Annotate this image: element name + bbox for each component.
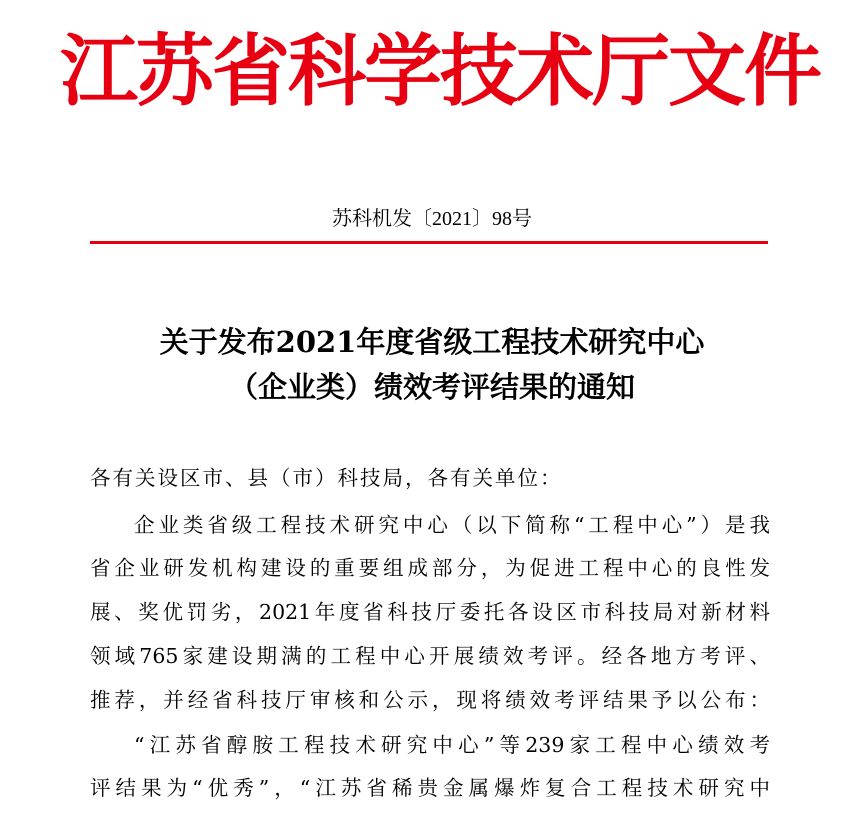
- body-line: 推荐，并经省科技厅审核和公示，现将绩效考评结果予以公布：: [90, 688, 770, 712]
- body-line: 企业类省级工程技术研究中心（以下简称“工程中心”）是我: [134, 513, 770, 537]
- body-line: 领域765家建设期满的工程中心开展绩效考评。经各地方考评、: [90, 644, 770, 668]
- salutation: 各有关设区市、县（市）科技局，各有关单位：: [90, 466, 563, 490]
- notice-title-line-1: 关于发布2021年度省级工程技术研究中心: [159, 325, 705, 359]
- body-line: 展、奖优罚劣，2021年度省科技厅委托各设区市科技局对新材料: [90, 600, 770, 624]
- document-masthead: 江苏省科学技术厅文件: [60, 26, 821, 117]
- body-line: 省企业研发机构建设的重要组成部分，为促进工程中心的良性发: [90, 556, 770, 580]
- body-line: 评结果为“优秀”，“江苏省稀贵金属爆炸复合工程技术研究中: [90, 776, 770, 800]
- notice-title-line-2: （企业类）绩效考评结果的通知: [228, 370, 635, 404]
- red-divider-line: [90, 241, 768, 244]
- body-line: “江苏省醇胺工程技术研究中心”等239家工程中心绩效考: [134, 733, 770, 757]
- document-number: 苏科机发〔2021〕98号: [332, 208, 532, 230]
